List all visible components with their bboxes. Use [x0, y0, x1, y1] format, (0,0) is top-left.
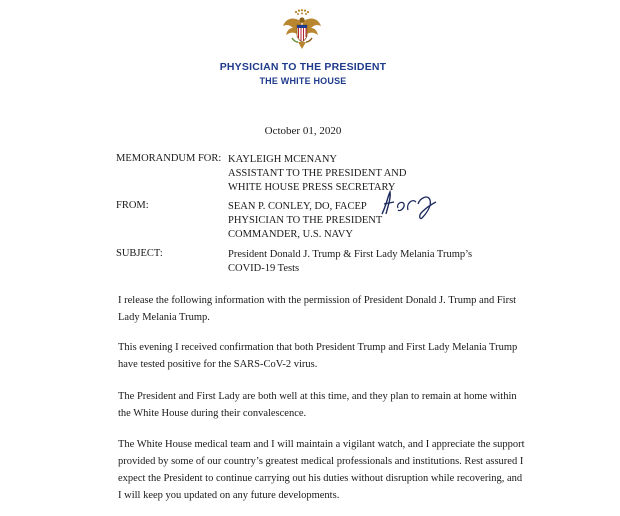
body-line: the White House during their convalescence.: [118, 408, 307, 419]
memo-subject-line: President Donald J. Trump & First Lady Melania Trump’s: [228, 249, 473, 260]
memo-subject-label: SUBJECT:: [116, 248, 163, 259]
body-paragraph-3: [118, 388, 517, 422]
body-line: The White House medical team and I will maintain a vigilant watch, and I appreciate the support: [118, 439, 525, 450]
memo-from-line: PHYSICIAN TO THE PRESIDENT: [228, 215, 383, 226]
memo-for-label: MEMORANDUM FOR:: [116, 153, 222, 164]
body-line: This evening I received confirmation that both President Trump and First Lady Melania Trump: [118, 342, 518, 353]
letterhead-title: PHYSICIAN TO THE PRESIDENT: [219, 61, 387, 73]
body-line: Lady Melania Trump.: [118, 312, 210, 323]
body-line: expect the President to continue carrying out his duties without disruption while recovering, and: [118, 473, 523, 484]
handwritten-signature: [372, 184, 442, 222]
memo-date: October 01, 2020: [264, 125, 342, 137]
body-line: I release the following information with the permission of President Donald J. Trump and First: [118, 295, 517, 306]
body-paragraph-1: [118, 292, 517, 326]
body-line: provided by some of our country’s greatest medical professionals and institutions. Rest assured I: [118, 456, 524, 467]
memo-from-block: [228, 200, 382, 242]
body-line: I will keep you updated on any future developments.: [118, 490, 340, 501]
body-paragraph-2: [118, 339, 518, 373]
memo-from-line: SEAN P. CONLEY, DO, FACEP: [228, 201, 367, 212]
memo-for-line: KAYLEIGH MCENANY: [228, 154, 337, 165]
presidential-seal-icon: [280, 8, 324, 52]
memo-subject-block: [228, 248, 472, 276]
letterhead-subtitle: THE WHITE HOUSE: [259, 76, 347, 86]
memo-from-line: COMMANDER, U.S. NAVY: [228, 229, 353, 240]
body-paragraph-4: [118, 436, 525, 504]
body-line: The President and First Lady are both well at this time, and they plan to remain at home within: [118, 391, 517, 402]
body-line: have tested positive for the SARS-CoV-2 virus.: [118, 359, 318, 370]
memo-for-line: ASSISTANT TO THE PRESIDENT AND: [228, 168, 407, 179]
memo-for-line: WHITE HOUSE PRESS SECRETARY: [228, 182, 396, 193]
memo-from-label: FROM:: [116, 200, 149, 211]
memo-subject-line: COVID-19 Tests: [228, 263, 300, 274]
